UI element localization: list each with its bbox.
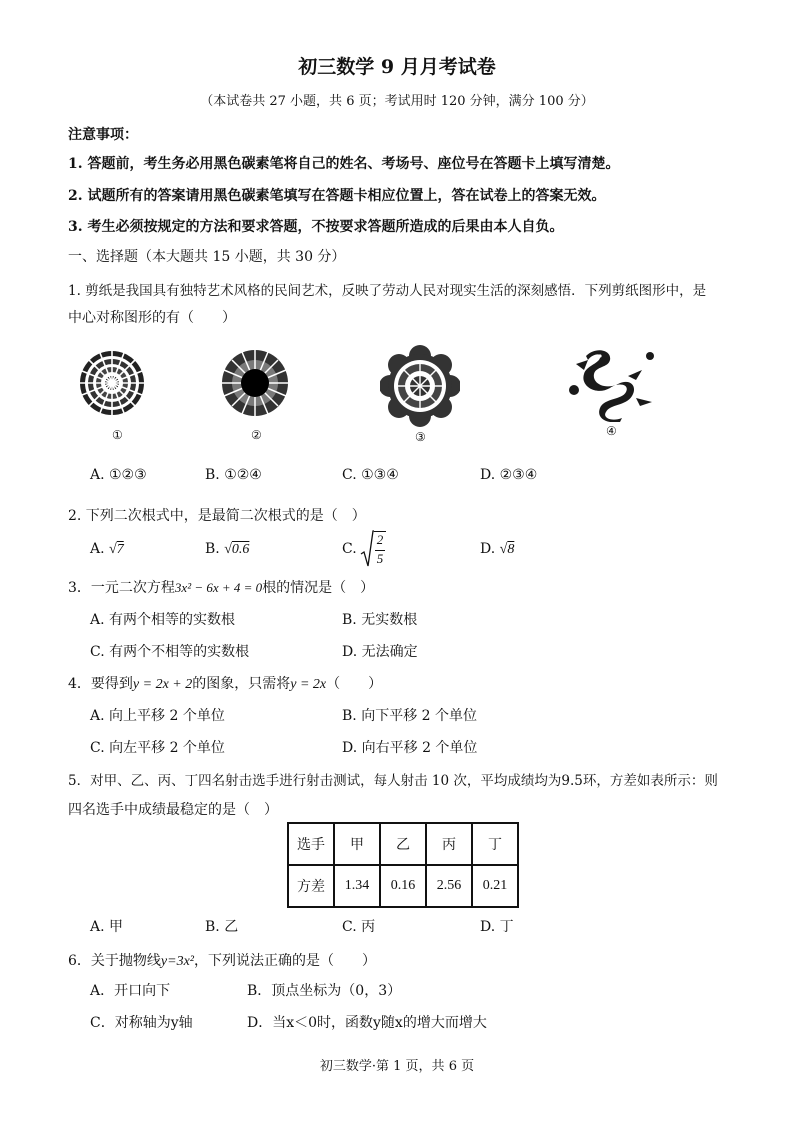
q2-option-d-label: D. — [480, 541, 496, 557]
variance-table — [287, 822, 519, 908]
q6-option-a: A．开口向下 — [90, 983, 171, 999]
q2-option-a-radicand: 7 — [116, 542, 124, 557]
table-cell: 1.34 — [334, 865, 380, 907]
q1-stem-line2: 中心对称图形的有（ ） — [68, 310, 236, 326]
table-row — [288, 865, 518, 907]
note-3: 3. 考生必须按规定的方法和要求答题，不按要求答题所造成的后果由本人自负。 — [68, 219, 564, 235]
q3-option-d: D. 无法确定 — [342, 644, 418, 660]
table-cell: 方差 — [288, 865, 334, 907]
q6-equation: y=3x² — [160, 954, 194, 969]
q1-option-c: C. ①③④ — [342, 467, 399, 483]
papercut-mandala-figure — [78, 344, 146, 422]
q4-middle: 的图象，只需将 — [192, 676, 291, 692]
q3-option-c: C. 有两个不相等的实数根 — [90, 644, 250, 660]
table-cell: 丁 — [472, 823, 518, 865]
q6-option-b: B．顶点坐标为（0，3） — [247, 983, 402, 999]
table-cell: 丙 — [426, 823, 472, 865]
figure-label-4: ④ — [606, 424, 617, 438]
q4-stem — [68, 673, 382, 693]
q6-suffix: ，下列说法正确的是（ ） — [194, 953, 376, 969]
q3-equation: 3x² − 6x + 4 = 0 — [174, 580, 263, 595]
table-cell: 乙 — [380, 823, 426, 865]
q4-equation-1: y = 2x + 2 — [132, 677, 193, 692]
note-1: 1. 答题前，考生务必用黑色碳素笔将自己的姓名、考场号、座位号在答题卡上填写清楚。 — [68, 156, 620, 172]
q3-stem — [68, 577, 374, 597]
exam-info: （本试卷共 27 小题，共 6 页；考试用时 120 分钟，满分 100 分） — [200, 94, 594, 109]
q6-stem — [68, 950, 376, 970]
q3-suffix: 根的情况是（ ） — [262, 580, 375, 596]
q5-option-c: C. 丙 — [342, 919, 376, 935]
q6-prefix: 6．关于抛物线 — [68, 953, 161, 969]
table-cell: 2.56 — [426, 865, 472, 907]
q3-prefix: 3．一元二次方程 — [68, 580, 175, 596]
radical-sign-icon — [360, 530, 374, 570]
figure-label-1: ① — [112, 428, 123, 442]
q2-option-c-numerator: 2 — [374, 531, 386, 548]
papercut-dragon-figure — [566, 346, 658, 422]
q2-option-b: B. √0.6 — [205, 541, 250, 557]
q2-option-a: A. √7 — [90, 541, 124, 557]
q2-option-a-label: A. — [90, 541, 105, 557]
note-2: 2. 试题所有的答案请用黑色碳素笔填写在答题卡相应位置上，答在试卷上的答案无效。 — [68, 188, 606, 204]
q4-option-a: A. 向上平移 2 个单位 — [90, 708, 225, 724]
table-cell: 甲 — [334, 823, 380, 865]
q3-option-a: A. 有两个相等的实数根 — [90, 612, 236, 628]
q6-option-d: D．当x＜0时，函数y随x的增大而增大 — [247, 1015, 487, 1031]
q2-option-d: D. √8 — [480, 541, 515, 557]
q1-stem-line1: 1. 剪纸是我国具有独特艺术风格的民间艺术，反映了劳动人民对现实生活的深刻感悟．下列剪纸图形中，是 — [68, 283, 707, 299]
q3-option-b: B. 无实数根 — [342, 612, 418, 628]
q5-option-a: A. 甲 — [90, 919, 124, 935]
q2-option-b-label: B. — [205, 541, 220, 557]
figure-label-3: ③ — [415, 430, 426, 444]
papercut-medallion-figure — [380, 344, 460, 428]
q1-option-b: B. ①②④ — [205, 467, 262, 483]
section-heading: 一、选择题（本大题共 15 小题，共 30 分） — [68, 249, 346, 265]
q6-option-c: C．对称轴为y轴 — [90, 1015, 193, 1031]
q1-option-a: A. ①②③ — [90, 467, 147, 483]
page-title: 初三数学 9 月月考试卷 — [298, 56, 496, 78]
notes-heading: 注意事项： — [68, 127, 138, 143]
q5-option-d: D. 丁 — [480, 919, 514, 935]
q5-option-b: B. 乙 — [205, 919, 239, 935]
figure-label-2: ② — [251, 428, 262, 442]
q2-stem: 2. 下列二次根式中，是最简二次根式的是（ ） — [68, 508, 366, 524]
q2-option-d-radicand: 8 — [507, 542, 515, 557]
table-row — [288, 823, 518, 865]
q2-option-b-radicand: 0.6 — [231, 542, 250, 557]
q4-equation-2: y = 2x — [290, 677, 327, 692]
table-cell: 选手 — [288, 823, 334, 865]
q4-suffix: （ ） — [326, 676, 383, 692]
q4-option-c: C. 向左平移 2 个单位 — [90, 740, 225, 756]
q5-stem-line1: 5．对甲、乙、丙、丁四名射击选手进行射击测试，每人射击 10 次，平均成绩均为9.5环，方差如表所示：则 — [68, 773, 718, 789]
papercut-sun-figure — [218, 344, 292, 422]
q2-option-c-denominator: 5 — [376, 551, 384, 566]
table-cell: 0.21 — [472, 865, 518, 907]
q4-option-d: D. 向右平移 2 个单位 — [342, 740, 478, 756]
q1-option-d: D. ②③④ — [480, 467, 538, 483]
q4-option-b: B. 向下平移 2 个单位 — [342, 708, 477, 724]
page-footer: 初三数学·第 1 页，共 6 页 — [319, 1059, 475, 1074]
q5-stem-line2: 四名选手中成绩最稳定的是（ ） — [68, 802, 278, 818]
q2-option-c-label: C. — [342, 541, 357, 557]
q4-prefix: 4．要得到 — [68, 676, 133, 692]
table-cell: 0.16 — [380, 865, 426, 907]
